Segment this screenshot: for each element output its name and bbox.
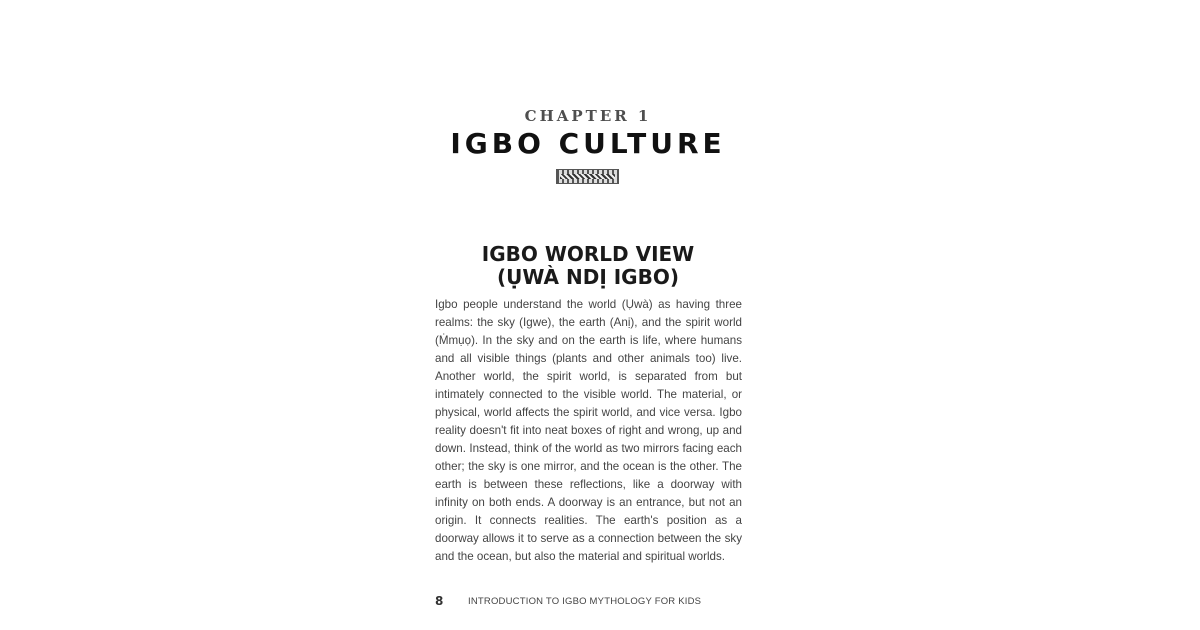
body-paragraph: Igbo people understand the world (Ụwà) as having three realms: the sky (Igwe), the earth (Anị), and the spirit world (Ṁmụọ). In the sky and on the earth is life, where humans and all visible things (plants and other animals too) live. Another world, the spirit world, is separated from but intimately connected to the visible world. The material, or physical, world affects the spirit world, and vice versa. Igbo reality doesn't fit into neat boxes of right and wrong, up and down. Instead, think of the world as two mirrors facing each other; the sky is one mirror, and the ocean is the other. The earth is between these reflections, like a doorway with infinity on both ends. A doorway is an entrance, but not an origin. It connects realities. The earth's position as a doorway allows it to serve as a connection between the sky and the ocean, but also the material and spiritual worlds. (435, 298, 742, 563)
section-title-line-1: IGBO WORLD VIEW (481, 242, 695, 266)
chapter-title: IGBO CULTURE (450, 127, 726, 160)
page-footer (435, 594, 755, 610)
page-number: 8 (435, 594, 444, 608)
section-title-line-2: (ỤWÀ NDỊ IGBO) (497, 265, 679, 289)
decorative-band-icon (556, 169, 619, 184)
running-head: INTRODUCTION TO IGBO MYTHOLOGY FOR KIDS (468, 596, 702, 607)
chapter-label: CHAPTER 1 (524, 107, 652, 125)
section-title (428, 243, 748, 289)
